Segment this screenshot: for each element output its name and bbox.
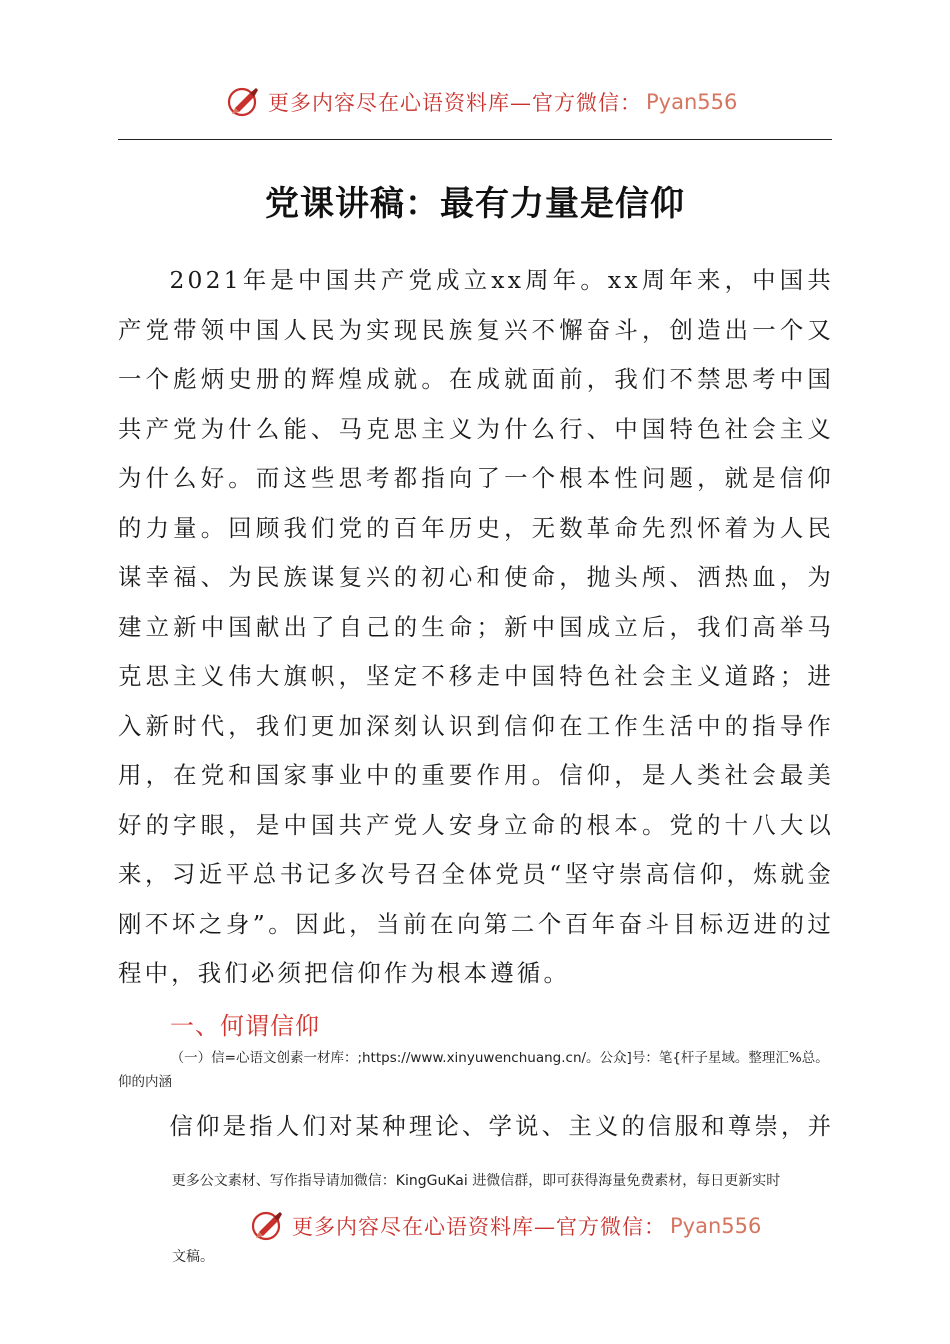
header-divider — [118, 139, 832, 140]
document-title: 党课讲稿：最有力量是信仰 — [265, 184, 685, 224]
footer-watermark-handle: Pyan556 — [670, 1214, 762, 1238]
subsection-1-heading: （一）信=心语文创素一材库：;https://www.xinyuwenchuang.cn/。公众]号：笔{杆子星域。整理汇%总。仰的内涵 — [118, 1050, 829, 1090]
footer-watermark — [250, 1208, 761, 1244]
footer-note-end: 文稿。 — [172, 1249, 214, 1265]
header-watermark-handle: Pyan556 — [646, 90, 738, 114]
header-watermark-text: 更多内容尽在心语资料库—官方微信： — [268, 91, 642, 115]
pen-logo-icon — [250, 1208, 286, 1244]
paragraph-2: 信仰是指人们对某种理论、学说、主义的信服和尊崇，并 — [169, 1112, 834, 1140]
header-watermark — [226, 84, 737, 120]
footer-watermark-text: 更多内容尽在心语资料库—官方微信： — [292, 1215, 666, 1239]
paragraph-1: 2021年是中国共产党成立xx周年。xx周年来，中国共产党带领中国人民为实现民族复兴不懈奋斗，创造出一个又一个彪炳史册的辉煌成就。在成就面前，我们不禁思考中国共产党为什么能、马克思主义为什么行、中国特色社会主义为什么好。而这些思考都指向了一个根本性问题，就是信仰的力量。回顾我们党的百年历史，无数革命先烈怀着为人民谋幸福、为民族谋复兴的初心和使命，抛头颅、洒热血，为建立新中国献出了自己的生命；新中国成立后，我们高举马克思主义伟大旗帜，坚定不移走中国特色社会主义道路；进入新时代，我们更加深刻认识到信仰在工作生活中的指导作用，在党和国家事业中的重要作用。信仰，是人类社会最美好的字眼，是中国共产党人安身立命的根本。党的十八大以来，习近平总书记多次号召全体党员“坚守崇高信仰，炼就金刚不坏之身”。因此，当前在向第二个百年奋斗目标迈进的过程中，我们必须把信仰作为根本遵循。 — [118, 266, 834, 987]
footer-note: 更多公文素材、写作指导请加微信：KingGuKai 进微信群，即可获得海量免费素材，每日更新实时 — [171, 1173, 781, 1189]
section-1-heading: 一、何谓信仰 — [170, 1012, 320, 1040]
pen-logo-icon — [226, 84, 262, 120]
